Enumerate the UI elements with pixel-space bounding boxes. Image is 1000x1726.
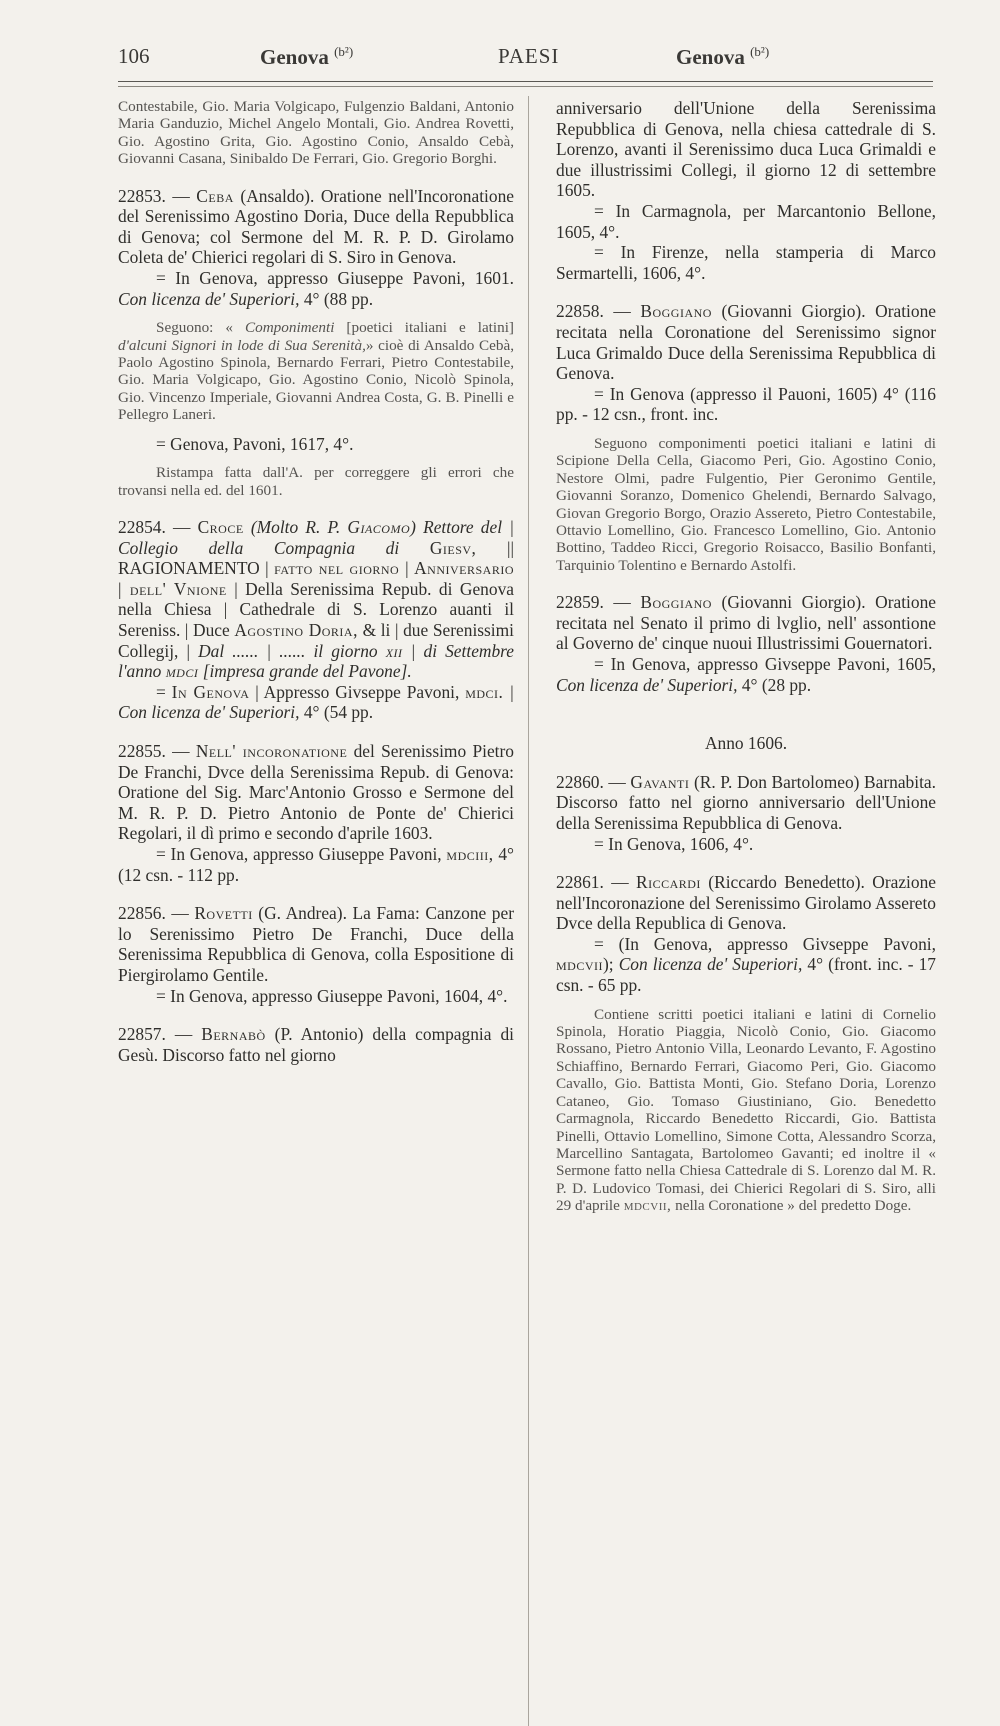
running-title-right-sup: (b²) xyxy=(750,44,770,59)
entry-imprint-smallcaps: mdciii, xyxy=(446,843,494,864)
running-head xyxy=(118,44,933,76)
running-title-center: PAESI xyxy=(498,44,560,68)
entry-imprint: = In Genova, appresso Giuseppe Pavoni, 1601. xyxy=(156,268,514,288)
entry-text: (Ansaldo). Oratione nell'Incoronatione del Serenissimo Agostino Doria, Duce della Repubblica di Genova; col Sermone del M. R. P. D. Girolamo Coleta de' Chierici regolari di S. Siro in Genova. xyxy=(118,185,514,268)
entry-imprint-italic: Con licenza de' Superiori, xyxy=(118,288,300,309)
entry-number: 22861. — xyxy=(556,872,636,893)
entry-text-italic: Dal ...... | ...... il giorno xyxy=(198,640,386,661)
entry-text: || RAGIONAMENTO | xyxy=(118,537,514,579)
entry-number: 22855. — xyxy=(118,740,196,761)
entry-22858 xyxy=(556,301,936,574)
entry-imprint: = In Genova, appresso Giuseppe Pavoni, xyxy=(156,843,447,864)
entry-author: Nell' incoronatione xyxy=(195,740,348,761)
entry-number: 22856. — xyxy=(118,903,195,924)
entry-text-smallcaps: Giacomo xyxy=(347,517,411,538)
entry-author: Riccardi xyxy=(635,872,701,893)
note-text: Seguono componimenti poetici italiani e latini di Scipione Della Cella, Giacomo Peri, Gio. Agostino Conio, Nestore Olmi, padre Fulgentio, Pier Geronimo Gentile, Giovanni Soranzo, Domenico Ghelendi, Bernardo Salvago, Giovan Gregorio Borgo, Orazio Assereto, Pietro Contestabile, Ottavio Lomellino, Gio. Francesco Lomellino, Gio. Antonio Bottino, Taddeo Ricci, Gregorio Roisacco, Basilio Bonfanti, Tarquinio Tolentino e Bernardo Astolfi. xyxy=(556,434,936,574)
entry-text: del Serenissimo Pietro De Franchi, Dvce della Serenissima Repub. di Genova: Oratione del Sig. Marc'Antonio Grosso e Sermone del M. R. P. D. Pietro Antonio de Ponte de' Chierici Regolari, il dì primo e secondo d'aprile 1603. xyxy=(118,740,514,844)
entry-text-italic: ) Rettore del | Collegio della Compagnia di xyxy=(118,517,515,558)
entry-text: (Giovanni Giorgio). Oratione recitata nel Senato il primo di lvglio, nell' assontione al Governo de' cinque nuoui Illustrissimi Gouernatori. xyxy=(556,592,936,654)
reprint-note: Ristampa fatta dall'A. per correggere gli errori che trovansi nella ed. del 1601. xyxy=(118,464,514,499)
entry-22860 xyxy=(556,772,936,854)
running-title-left-sup: (b²) xyxy=(334,44,354,59)
entry-number: 22858. — xyxy=(556,301,641,322)
entry-imprint: = (In Genova, appresso Givseppe Pavoni, xyxy=(594,933,936,954)
entry-text-smallcaps: xii xyxy=(385,640,403,661)
year-heading: Anno 1606. xyxy=(704,733,788,754)
entry-imprint-italic: Con licenza de' Superiori, xyxy=(613,954,803,975)
header-rule-top xyxy=(118,81,933,82)
entry-22857 xyxy=(118,1024,514,1065)
entry-imprint: = xyxy=(156,681,172,702)
entry-22861 xyxy=(556,872,936,1214)
page-number: 106 xyxy=(118,44,150,68)
entry-author: Croce xyxy=(197,517,244,538)
note-smallcaps: mdcvii, xyxy=(623,1197,672,1215)
entry-imprint: 4° (12 csn. - 112 pp. xyxy=(118,843,515,885)
entry-number: 22860. — xyxy=(556,771,631,792)
entry-number: 22854. — xyxy=(118,517,198,538)
entry-imprint: = In Carmagnola, per Marcantonio Bellone, 1605, 4°. xyxy=(556,200,936,242)
entry-imprint: | Appresso Givseppe Pavoni, xyxy=(249,681,466,702)
entry-22854 xyxy=(118,517,514,723)
note-italic: d'alcuni Signori in lode di Sua Serenità, xyxy=(118,336,366,354)
entry-author: Gavanti xyxy=(630,771,690,792)
entry-imprint: 4° (54 pp. xyxy=(299,702,374,723)
entry-text-smallcaps: Agostino Doria, xyxy=(234,620,358,640)
note-text: Contiene scritti poetici italiani e latini di Cornelio Spinola, Horatio Piaggia, Nicolò Conio, Gio. Giacomo Rossano, Pietro Antonio Villa, Leonardo Levanto, F. Agostino Schiaffino, Bernardo Ferrari, Giacomo Peri, Gio. Giacomo Cavallo, Gio. Battista Monti, Gio. Stefano Doria, Lorenzo Cataneo, Gio. Tomaso Giustiniano, Gio. Benedetto Carmagnola, Riccardo Benedetto Riccardi, Gio. Battista Pinelli, Ottavio Lomellino, Simone Cotta, Alessandro Scorza, Marcellino Santagata, Bartolomeo Gavanti; ed inoltre il « Sermone fatto nella Chiesa Cattedrale di S. Lorenzo dal M. R. P. D. Ludovico Tomasi, dei Chierici Regolari di S. Siro, alli 29 d'aprile xyxy=(556,1005,936,1215)
entry-22853 xyxy=(118,186,514,499)
header-rule-bottom xyxy=(118,86,933,87)
entry-text: (R. P. Don Bartolomeo) Barnabita. Discorso fatto nel giorno anniversario dell'Unione della Serenissima Repubblica di Genova. xyxy=(556,771,936,833)
entry-number: 22853. — xyxy=(118,185,197,206)
entry-text: (Giovanni Giorgio). Oratione recitata nella Coronatione del Serenissimo signor Luca Grimaldo Duce della Serenissima Repubblica di Genova. xyxy=(556,301,936,384)
entry-22855 xyxy=(118,741,514,885)
entry-text-smallcaps: fatto nel giorno | Anniversario | dell' Vnione xyxy=(118,558,514,599)
entry-imprint: = In Firenze, nella stamperia di Marco Sermartelli, 1606, 4°. xyxy=(556,242,936,283)
entry-text: (Riccardo Benedetto). Orazione nell'Incoronazione del Serenissimo Girolamo Assereto Dvce della Republica di Genova. xyxy=(556,872,936,934)
entry-imprint: = In Genova, appresso Givseppe Pavoni, 1605, xyxy=(594,653,936,674)
entry-imprint-smallcaps: mdci. xyxy=(465,681,504,702)
entry-author: Bernabò xyxy=(201,1024,266,1045)
entry-22859 xyxy=(556,592,936,695)
entry-author: Boggiano xyxy=(640,301,712,322)
note-text: Seguono: « xyxy=(156,319,245,337)
entry-text-smallcaps: Giesv, xyxy=(429,537,477,558)
entry-imprint-italic: | Con licenza de' Superiori, xyxy=(118,681,515,723)
entry-imprint: = In Genova, appresso Giuseppe Pavoni, 1604, 4°. xyxy=(156,985,508,1006)
entry-text: | Della Serenissima Repub. di Genova nella Chiesa | Cathedrale di S. Lorenzo auanti il Sereniss. | Duce xyxy=(118,578,514,640)
entry-text-italic: | di Settembre l'anno xyxy=(118,640,515,682)
entry-text-italic: [impresa grande del Pavone]. xyxy=(198,661,412,682)
right-column xyxy=(556,98,936,1215)
running-title-left xyxy=(260,44,353,70)
entry-imprint-reprint: = Genova, Pavoni, 1617, 4°. xyxy=(156,433,354,454)
entry-text-smallcaps: mdci xyxy=(165,661,199,682)
entry-imprint: ); xyxy=(603,954,614,975)
running-title-right-text: Genova xyxy=(676,45,745,69)
entry-author: Boggiano xyxy=(640,592,712,613)
entry-imprint-italic: Con licenza de' Superiori, xyxy=(556,674,738,695)
entry-text: & li | due Serenissimi Collegij, | xyxy=(118,620,514,661)
entry-number: 22859. — xyxy=(556,592,641,613)
entry-imprint: 4° (28 pp. xyxy=(737,674,812,695)
note-text: nella Coronatione » del predetto Doge. xyxy=(671,1197,912,1215)
entry-imprint-smallcaps: In Genova xyxy=(171,681,250,702)
entry-22857-continuation: anniversario dell'Unione della Serenissima Repubblica di Genova, nella chiesa cattedrale di S. Lorenzo, avanti il Serenissimo duca Luca Grimaldi e due illustrissimi Collegi, il giorno 12 di settembre 1605. xyxy=(556,98,936,201)
entry-author: Ceba xyxy=(196,185,234,206)
entry-imprint: = In Genova (appresso il Pauoni, 1605) 4° (116 pp. - 12 csn., front. inc. xyxy=(556,383,936,425)
entry-text: (G. Andrea). La Fama: Canzone per lo Serenissimo Pietro De Franchi, Duce della Serenissima Repubblica di Genova, colla Espositione di Piergirolamo Gentile. xyxy=(118,903,514,985)
entry-text: (P. Antonio) della compagnia di Gesù. Discorso fatto nel giorno xyxy=(118,1024,514,1065)
note-text: » cioè di Ansaldo Cebà, Paolo Agostino Spinola, Bernardo Ferrari, Pietro Contestabile, Gio. Maria Volgicapo, Gio. Agostino Conio, Nicolò Spinola, Gio. Vincenzo Imperiale, Giovanni Andrea Costa, G. B. Pinelli e Pellegro Laneri. xyxy=(118,336,514,424)
entry-imprint: 4° (front. inc. - 17 csn. - 65 pp. xyxy=(556,954,936,996)
running-title-left-text: Genova xyxy=(260,45,329,69)
running-title-right xyxy=(676,44,769,70)
left-column xyxy=(118,98,514,1065)
entry-author: Rovetti xyxy=(194,903,253,924)
entry-22856 xyxy=(118,903,514,1006)
entry-text-italic: (Molto R. P. xyxy=(243,517,348,538)
entry-imprint: = In Genova, 1606, 4°. xyxy=(594,833,754,854)
note-italic: Componimenti xyxy=(244,319,335,337)
intro-names: Contestabile, Gio. Maria Volgicapo, Fulgenzio Baldani, Antonio Maria Ganduzio, Michel Angelo Montali, Gio. Andrea Rovetti, Gio. Agostino Grita, Gio. Agostino Conio, Ansaldo Cebà, Giovanni Casana, Sinibaldo De Ferrari, Gio. Gregorio Borghi. xyxy=(118,98,514,168)
note-text: [poetici italiani e latini] xyxy=(334,319,514,337)
entry-imprint-smallcaps: mdcvii xyxy=(556,954,603,975)
entry-number: 22857. — xyxy=(118,1024,202,1045)
column-divider xyxy=(528,96,529,1726)
entry-imprint-tail: 4° (88 pp. xyxy=(299,288,374,309)
